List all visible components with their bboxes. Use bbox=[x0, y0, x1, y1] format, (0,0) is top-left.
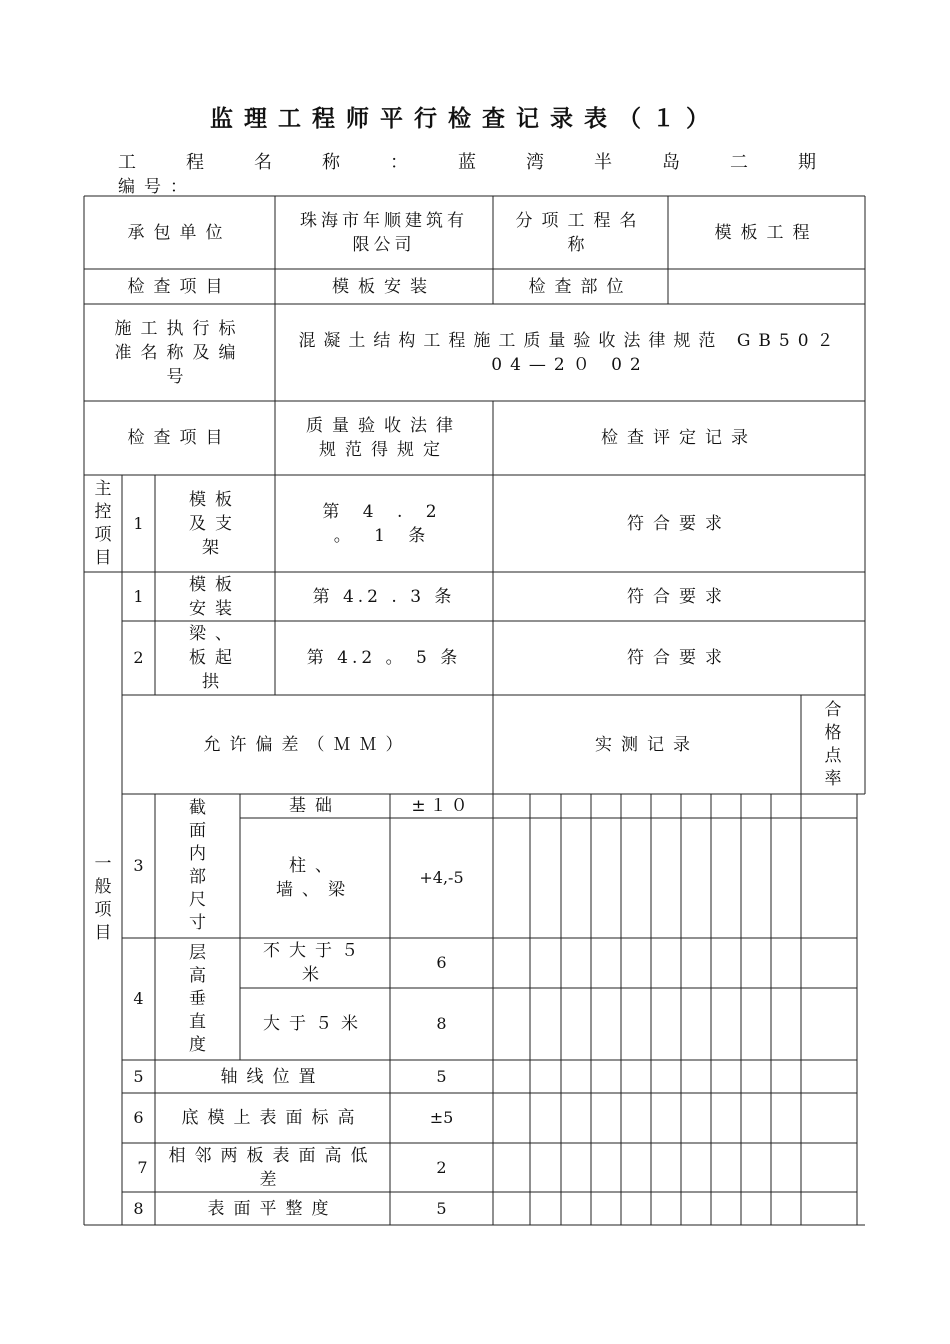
row-item: 底模上表面标高 bbox=[181, 1108, 364, 1128]
tolerance-value: ±5 bbox=[429, 1108, 454, 1127]
tolerance-value: ±１０ bbox=[411, 796, 472, 816]
tolerance-value: +4,-5 bbox=[419, 868, 464, 887]
row-spec: 第 4 . 2 。 1 条 bbox=[322, 501, 446, 546]
tolerance-value: 6 bbox=[436, 953, 447, 972]
subproject-name-label: 分项工程名称 bbox=[515, 210, 646, 255]
row-result: 符合要求 bbox=[627, 648, 731, 668]
form-title: 监理工程师平行检查记录表（１） bbox=[210, 105, 720, 132]
inspection-location-value bbox=[668, 269, 865, 304]
spec-header: 质量验收法律规范得规定 bbox=[306, 416, 462, 460]
sub-item: 柱、墙、梁 bbox=[276, 856, 354, 900]
tolerance-header: 允许偏差（ＭＭ） bbox=[203, 734, 412, 755]
project-name-line: 工 程 名 称 ： 蓝 湾 半 岛 二 期 bbox=[118, 152, 818, 173]
contractor-label: 承包单位 bbox=[127, 222, 232, 243]
row-item: 轴线位置 bbox=[220, 1066, 325, 1087]
standard-label: 施工执行标准名称及编号 bbox=[114, 318, 245, 387]
row-number: 7 bbox=[137, 1157, 148, 1177]
row-item: 梁、板起拱 bbox=[189, 624, 241, 692]
row-number: 3 bbox=[133, 856, 144, 875]
row-item: 表面平整度 bbox=[207, 1198, 338, 1219]
row-spec: 第 4.2 . 3 条 bbox=[312, 586, 456, 607]
subproject-name-value: 模板工程 bbox=[714, 222, 819, 243]
row-number: 4 bbox=[133, 989, 144, 1008]
row-number: 2 bbox=[133, 648, 144, 667]
tolerance-value: 5 bbox=[436, 1066, 447, 1086]
inspection-item-label: 检查项目 bbox=[127, 276, 232, 297]
row-item: 模板安装 bbox=[189, 574, 241, 619]
row-number: 5 bbox=[133, 1066, 144, 1086]
row-result: 符合要求 bbox=[627, 586, 731, 607]
tolerance-value: 8 bbox=[436, 1014, 447, 1033]
row-item: 模板及支架 bbox=[189, 489, 241, 558]
general-items-label: 一般项目 bbox=[94, 853, 112, 943]
serial-number-label: 编号： bbox=[118, 177, 196, 197]
row-number: 8 bbox=[133, 1198, 144, 1218]
sub-item: 大于５米 bbox=[263, 1014, 367, 1034]
row-result: 符合要求 bbox=[627, 513, 731, 534]
row-number: 6 bbox=[133, 1108, 144, 1127]
tolerance-value: 2 bbox=[436, 1157, 447, 1177]
sub-item: 不大于５米 bbox=[263, 941, 367, 985]
tolerance-value: 5 bbox=[436, 1198, 447, 1218]
row-item: 截面内部尺寸 bbox=[189, 798, 206, 933]
check-item-header: 检查项目 bbox=[127, 428, 232, 448]
row-number: 1 bbox=[133, 586, 144, 606]
standard-value: 混凝土结构工程施工质量验收法律规范 GB50２ 04—2０ 02 bbox=[298, 330, 842, 375]
row-item: 相邻两板表面高低差 bbox=[168, 1145, 377, 1190]
sub-item: 基础 bbox=[289, 796, 341, 816]
measured-record-header: 实测记录 bbox=[595, 734, 699, 755]
inspection-location-label: 检查部位 bbox=[528, 276, 633, 297]
row-item: 层高垂直度 bbox=[189, 942, 206, 1055]
row-spec: 第 4.2 。 5 条 bbox=[306, 648, 462, 668]
row-number: 1 bbox=[133, 513, 144, 533]
contractor-value: 珠海市年顺建筑有限公司 bbox=[300, 210, 468, 255]
pass-rate-header: 合格点率 bbox=[824, 699, 842, 789]
inspection-item-value: 模板安装 bbox=[332, 276, 436, 297]
record-header: 检查评定记录 bbox=[601, 428, 757, 448]
main-control-label: 主控项目 bbox=[94, 478, 112, 568]
